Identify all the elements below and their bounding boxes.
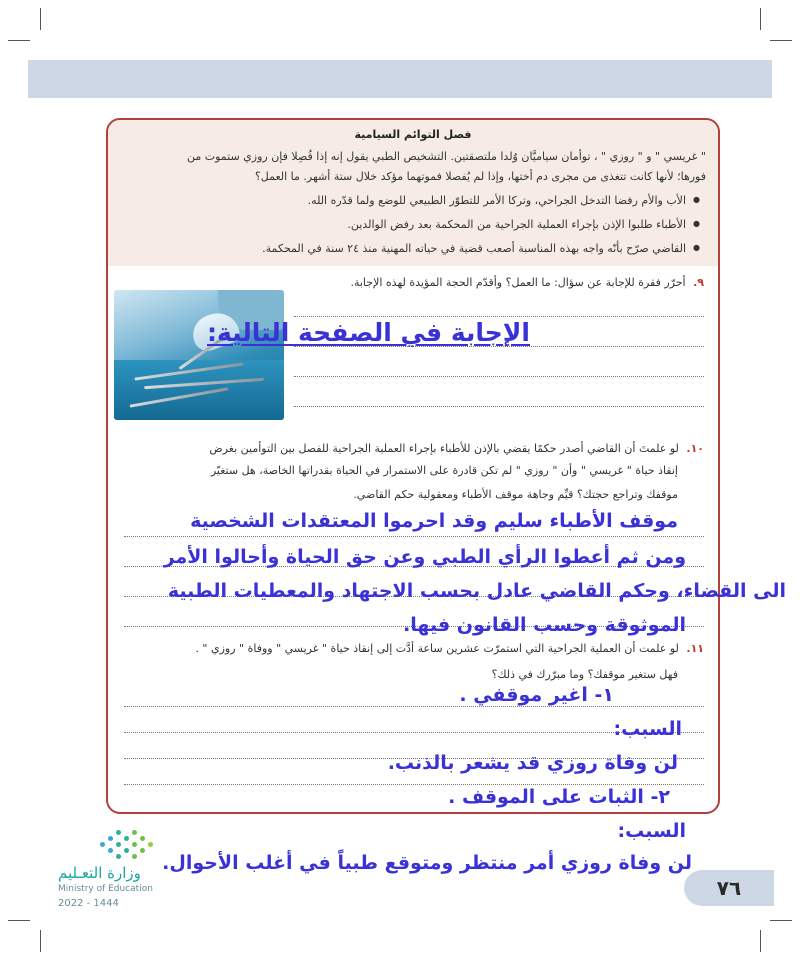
q11-answer-line: ١- اغير موقفي . [459,684,614,706]
answer-line [124,706,704,707]
question-text: موقفك وتراجع حجتك؟ قيِّم وجاهة موقف الأطباء ومعقولية حكم القاضي. [353,488,678,501]
q11-answer-line: لن وفاة روزي قد يشعر بالذنب. [387,752,678,774]
answer-line [294,406,704,407]
logo-mark-icon [100,830,200,860]
crop-mark [8,920,30,921]
q10-answer-line: ومن ثم أعطوا الرأي الطبي وعن حق الحياة وأحالوا الأمر [163,546,686,568]
crop-mark [760,8,761,30]
case-bullet: ● الأب والأم رفضا التدخل الجراحي، وتركا الأمر للتطوّر الطبيعي للوضع ولما قدّره الله. [308,194,700,207]
question-10 [209,442,704,455]
question-text: لو علمتَ أن القاضي أصدر حكمًا يقضي بالإذن للأطباء بإجراء العملية الجراحية للفصل بين التوأمين بغرض [209,442,679,455]
question-text: إنقاذ حياة " غريسي " وأن " روزي " لم تكن قادرة على الاستمرار في الحياة بقدراتها الخاصة، هل ستغيّر [210,464,678,477]
answer-line [124,784,704,785]
q11-answer-line: ٢- الثبات على الموقف . [448,786,670,808]
crop-mark [8,40,30,41]
q11-answer-line: السبب: [617,820,686,842]
crop-mark [40,8,41,30]
q10-answer-line: الموثوقة وحسب القانون فيها. [403,614,686,636]
question-9 [350,276,704,289]
crop-mark [760,930,761,952]
question-text: لو علمت أن العملية الجراحية التي استمرّت عشرين ساعة أدَّت إلى إنقاذ حياة " غريسي " ووفاة " روزي " . [195,642,679,655]
case-text-line: " غريسي " و " روزي " ، توأمان سياميَّان وُلدا ملتصقتين. التشخيص الطبي يقول إنه إذا فُصِلا فإن روزي ستموت من [186,150,706,163]
exercise-frame [106,118,720,814]
crop-mark [770,920,792,921]
case-text-line: فورها؛ لأنها كانت تتغذى من مجرى دم أختها، وإذا لم يُفصلا فموتهما مؤكد خلال ستة أشهر. ما العمل؟ [254,170,706,183]
question-number: ١٠. [686,442,704,455]
crop-mark [770,40,792,41]
logo-arabic-text: وزارة التعـليم [58,864,141,882]
answer-line [294,376,704,377]
q11-answer-line: السبب: [613,718,682,740]
answer-line [124,536,704,537]
case-study-box [108,120,718,266]
crop-mark [40,930,41,952]
ministry-logo [58,830,208,910]
surgery-photo [114,290,284,420]
page-number: ٧٦ [684,870,774,906]
q10-answer-line: موقف الأطباء سليم وقد احرموا المعتقدات الشخصية [190,510,678,532]
case-bullet: ● القاضي صرّح بأنّه واجه بهذه المناسبة أصعب قضية في حياته المهنية منذ ٢٤ سنة في المحكمة. [262,242,700,255]
question-number: ١١. [686,642,704,655]
question-number: ٩. [693,276,704,289]
answer-line [294,316,704,317]
question-text: أحرّر فقرة للإجابة عن سؤال: ما العمل؟ وأقدّم الحجة المؤيدة لهذه الإجابة. [350,276,686,289]
q9-answer: الإجابة في الصفحة التالية: [207,318,530,347]
q11-answer-line: لن وفاة روزي أمر منتظر ومتوقع طبياً في أغلب الأحوال. [162,852,692,874]
header-band [28,60,772,98]
logo-english-text: Ministry of Education [58,884,153,894]
question-11 [195,642,704,655]
q10-answer-line: الى القضاء، وحكم القاضي عادل بحسب الاجتهاد والمعطيات الطبية [167,580,786,602]
case-title: فصل التوائم السيامية [354,128,472,141]
case-bullet: ● الأطباء طلبوا الإذن بإجراء العملية الجراحية من المحكمة بعد رفض الوالدين. [347,218,700,231]
edition-year: 2022 - 1444 [58,898,119,909]
question-text: فهل ستغير موقفك؟ وما مبرّرك في ذلك؟ [491,668,678,681]
